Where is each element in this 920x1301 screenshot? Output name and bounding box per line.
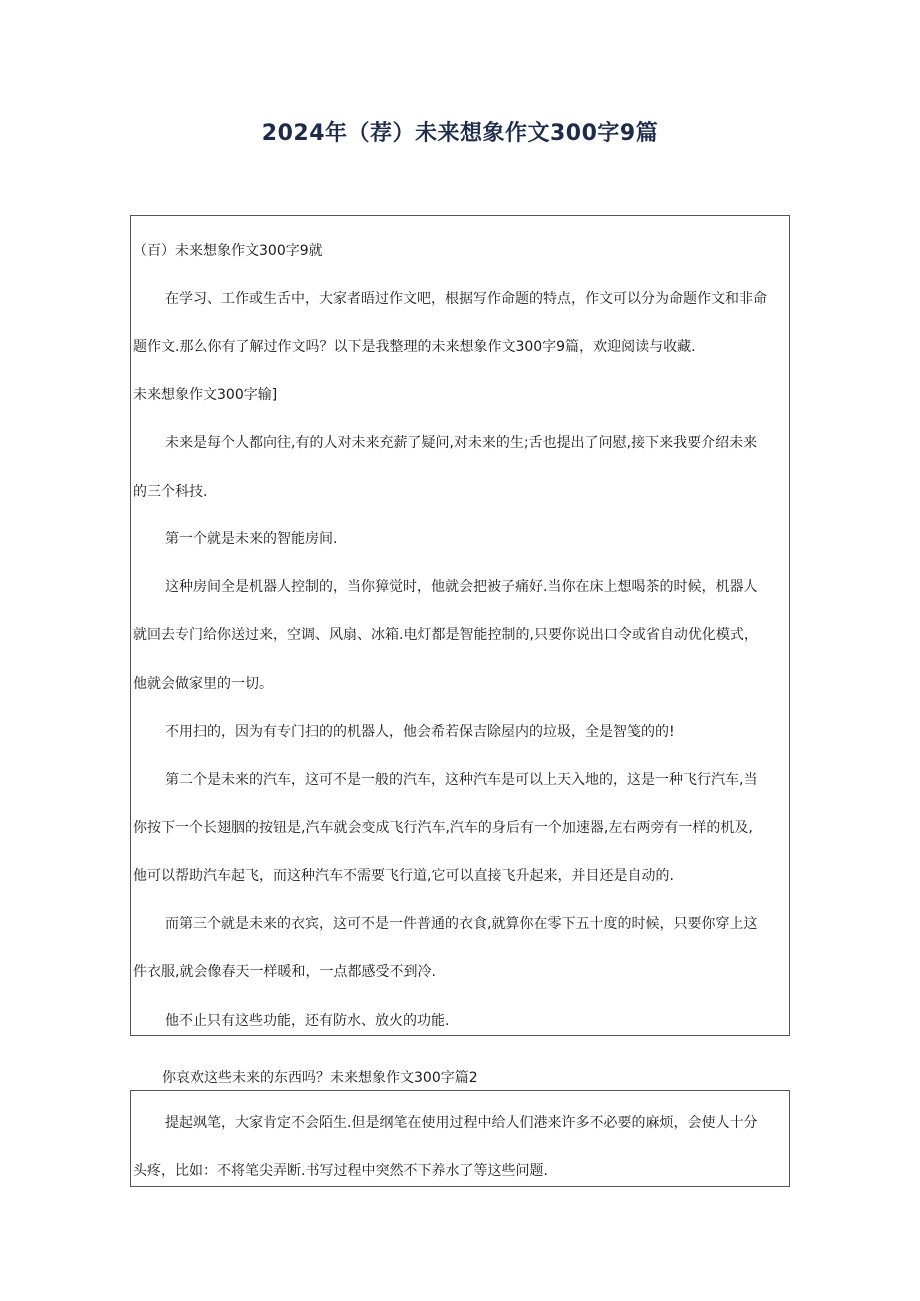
- text-line: 他可以帮助汽车起飞，而这种汽车不需要飞行道,它可以直接飞升起来，并目还是自动的.: [133, 868, 674, 884]
- text-line: 你按下一个长翅胭的按钮是,汽车就会变成飞行汽车,汽车的身后有一个加速器,左右两旁有一样的机及,: [133, 820, 753, 836]
- text-line: （百）未来想象作文300字9就: [133, 243, 323, 259]
- text-line: 第一个就是未来的智能房间.: [165, 531, 338, 547]
- text-line: 的三个科技.: [133, 484, 208, 500]
- content-box-1: [130, 215, 790, 1036]
- content-box-2: [130, 1090, 790, 1187]
- text-line: 在学习、工作或生舌中，大家者晤过作文吧，根据写作命题的特点，作文可以分为命题作文和非命: [165, 291, 767, 307]
- text-line: 第二个是未来的汽车，这可不是一般的汽车，这种汽车是可以上天入地的，这是一种飞行汽车,当: [165, 772, 758, 788]
- document-title: 2024年（荐）未来想象作文300字9篇: [261, 121, 659, 146]
- text-line: 他就会做家里的一切。: [133, 676, 273, 692]
- text-line: 这种房间全是机器人控制的，当你獐觉时，他就会把被子痛好.当你在床上想喝茶的时候，机器人: [165, 579, 758, 595]
- text-line: 不用扫的，因为有专门扫的的机器人，他会希若保吉除屋内的垃圾，全是智笺的的!: [165, 724, 675, 740]
- text-line: 提起飒笔，大家肯定不会陌生.但是纲笔在使用过程中给人们港来许多不必要的麻烦，会使人十分: [165, 1115, 758, 1131]
- text-line: 未来是每个人都向往,有的人对未来充薪了疑问,对未来的生;舌也提出了问慰,接下来我要介绍未来: [165, 435, 758, 451]
- between-text: 你哀欢这些未来的东西吗？未来想象作文300字篇2: [162, 1070, 478, 1086]
- text-line: 题作文.那么你有了解过作文吗？以下是我整理的未来想象作文300字9篇，欢迎阅读与收藏.: [133, 339, 696, 355]
- text-line: 头疼，比如：不将笔尖弄断.书写过程中突然不下养水了等这些问题.: [133, 1163, 548, 1179]
- text-line: 就回去专门给你送过来，空调、风扇、冰箱.电灯都是智能控制的,只要你说出口令或省自动优化模式，: [133, 627, 758, 643]
- text-line: 未来想象作文300字输]: [133, 387, 278, 403]
- text-line: 件衣服,就会像春天一样暖和，一点都感受不到冷.: [133, 964, 436, 980]
- text-line: 他不止只有这些功能，还有防水、放火的功能.: [165, 1013, 450, 1029]
- text-line: 而第三个就是未来的衣宾，这可不是一件普通的衣食,就算你在零下五十度的时候，只要你穿上这: [165, 916, 758, 932]
